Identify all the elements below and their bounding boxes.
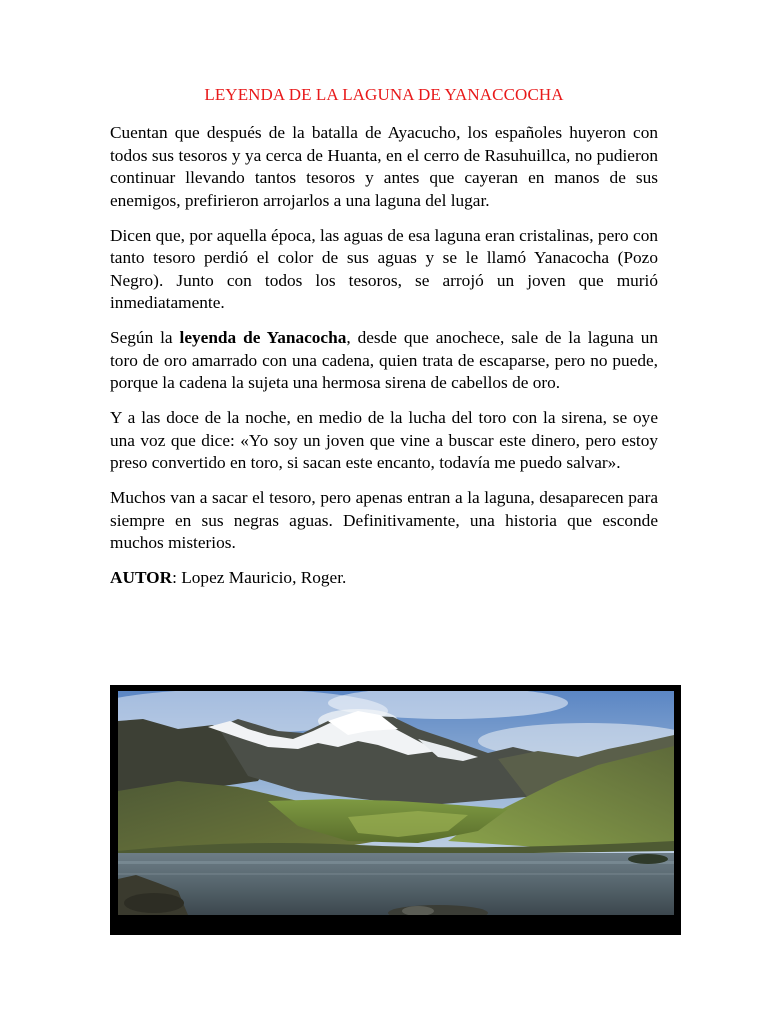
- paragraph-1: Cuentan que después de la batalla de Ayacucho, los españoles huyeron con todos sus tesoros y ya cerca de Huanta, en el cerro de Rasuhuillca, no pudieron continuar llevando tantos tesoros y antes que cayeran en manos de sus enemigos, prefirieron arrojarlos a una laguna del lugar.: [110, 123, 658, 210]
- paragraph-2: Dicen que, por aquella época, las aguas de esa laguna eran cristalinas, pero con tanto tesoro perdió el color de sus aguas y se le llamó Yanacocha (Pozo Negro). Junto con todos los tesoros, se arrojó un joven que murió inmediatamente.: [110, 225, 658, 312]
- paragraph-3-rest: , desde que anochece, sale de la laguna un toro de oro amarrado con una cadena, quien trata de escaparse, pero no puede, porque la cadena la sujeta una hermosa sirena de cabellos de oro.: [110, 328, 658, 392]
- landscape-image: [118, 691, 674, 915]
- document-title: LEYENDA DE LA LAGUNA DE YANACCOCHA: [204, 85, 564, 104]
- author-name: : Lopez Mauricio, Roger.: [172, 568, 347, 587]
- document-body: [110, 84, 658, 589]
- author-line: [110, 567, 658, 589]
- paragraph-3-emphasis: leyenda de Yanacocha: [179, 328, 347, 347]
- mountain-lake-photo: [110, 685, 681, 935]
- paragraph-4: Y a las doce de la noche, en medio de la lucha del toro con la sirena, se oye una voz que dice: «Yo soy un joven que vine a buscar este dinero, pero estoy preso convertido en toro, si sacan este encanto, todavía me puedo salvar».: [110, 408, 658, 472]
- paragraph-3: [110, 327, 658, 395]
- author-label: AUTOR: [110, 568, 173, 587]
- paragraph-5: Muchos van a sacar el tesoro, pero apenas entran a la laguna, desaparecen para siempre en sus negras aguas. Definitivamente, una historia que esconde muchos misterios.: [110, 488, 658, 552]
- paragraph-3-intro: Según la: [110, 328, 180, 347]
